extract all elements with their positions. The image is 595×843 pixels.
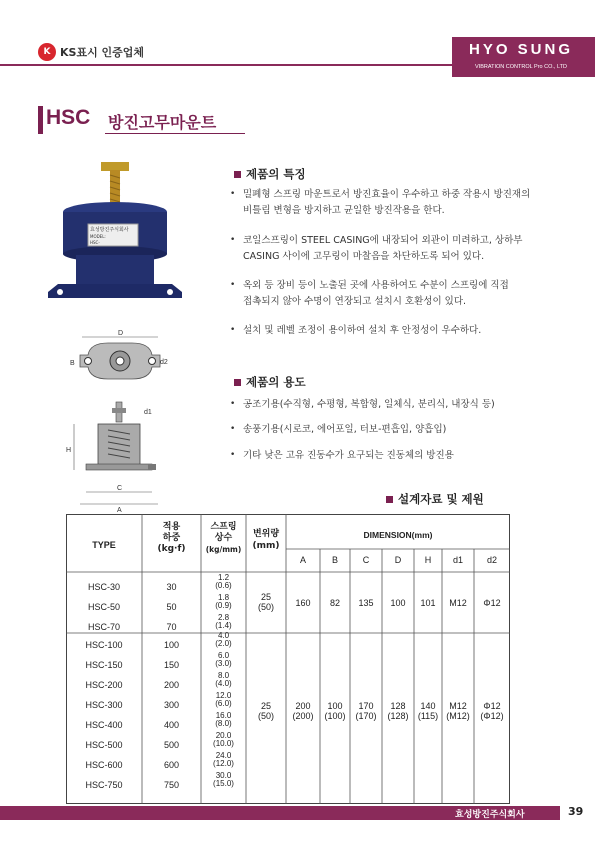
row-spring-k: 6.0 [217,651,230,660]
row-spring-k-alt: (1.4) [215,621,232,630]
page-subtitle: 방진고무마운트 [108,113,217,132]
feature-item-3 [243,278,573,310]
header-spring [201,522,246,555]
group2-dim-c-alt: (170) [355,711,377,721]
features-heading: 제품의 특징 [246,167,306,181]
row-type: HSC-300 [85,700,123,710]
feature-item-2 [243,233,573,265]
row-spring-k: 4.0 [217,631,230,640]
brand-subtitle: VIBRATION CONTROL Pro CO., LTD [475,64,567,70]
dim-label-A: A [117,507,122,514]
dim-label-D: D [118,330,124,337]
dim-label-d2: d2 [160,359,168,366]
bullet-dot: • [230,280,236,290]
group1-dim-h: 101 [420,598,436,608]
row-type: HSC-150 [85,660,123,670]
dimension-header-d1: d1 [452,555,463,565]
dimension-header-c: C [362,555,370,565]
dim-label-H: H [66,447,72,454]
row-spring-k: 8.0 [217,671,230,680]
row-load: 150 [163,660,180,670]
row-spring-k: 1.8 [217,593,230,602]
group1-displacement-alt: (50) [257,602,274,612]
group2-dim-d1: M12 [449,701,467,711]
dim-label-d1: d1 [144,409,152,416]
group1-dim-c: 135 [358,598,374,608]
group1-displacement: 25 [260,592,271,602]
dimension-header-d: D [394,555,402,565]
row-spring-k: 24.0 [215,751,232,760]
uses-marker [234,379,241,386]
ks-logo: K [38,43,56,61]
header-displacement [246,528,286,552]
header-disp-2: (mm) [252,541,280,551]
header-type: TYPE [92,540,116,550]
row-load: 100 [163,640,180,650]
row-type: HSC-70 [87,622,120,632]
row-load: 30 [166,582,177,592]
row-spring-k-alt: (12.0) [213,759,234,768]
row-spring-k: 16.0 [215,711,232,720]
dimension-header-h: H [424,555,432,565]
group2-dim-d1-alt: (M12) [446,711,470,721]
group2-dim-b-alt: (100) [324,711,346,721]
group2-dim-c: 170 [358,701,374,711]
top-view-drawing [60,325,180,395]
group2-dim-d2: Φ12 [483,701,501,711]
dim-label-C: C [117,485,123,492]
group1-dim-d2: Φ12 [483,598,501,608]
group2-dim-d2-alt: (Φ12) [480,711,504,721]
row-spring-k-alt: (15.0) [213,779,234,788]
row-spring-k-alt: (8.0) [215,719,232,728]
row-load: 70 [166,622,177,632]
use-item-2: 송풍기용(시로코, 에어포일, 터보-편흡입, 양흡입) [243,424,447,435]
group1-dim-a: 160 [295,598,311,608]
row-load: 50 [166,602,177,612]
row-spring-k-alt: (0.9) [215,601,232,610]
row-spring-k: 1.2 [217,573,230,582]
row-load: 200 [163,680,180,690]
product-label-line2: MODEL: [90,234,106,239]
group2-displacement: 25 [260,701,271,711]
row-type: HSC-500 [85,740,123,750]
row-load: 300 [163,700,180,710]
header-spring-1: 스프링 [210,522,237,532]
row-spring-k-alt: (6.0) [215,699,232,708]
row-type: HSC-600 [85,760,123,770]
header-disp-1: 변위량 [252,529,280,539]
row-spring-k-alt: (3.0) [215,659,232,668]
group1-dim-b: 82 [329,598,340,608]
header-dimension: DIMENSION(mm) [363,530,433,540]
bullet-dot: • [230,235,236,245]
header-load [142,522,201,555]
header-load-3: (kg·f) [157,544,186,554]
row-load: 750 [163,780,180,790]
row-type: HSC-30 [87,582,120,592]
features-marker [234,171,241,178]
use-item-3: 기타 낮은 고유 진동수가 요구되는 진동체의 방진용 [243,450,454,461]
header-spring-2: 상수 [214,533,233,543]
header-rule [0,64,452,66]
dimension-header-d2: d2 [486,555,497,565]
row-type: HSC-400 [85,720,123,730]
dim-label-B: B [70,360,75,367]
row-type: HSC-750 [85,780,123,790]
feature-item-4 [243,323,573,339]
group1-dim-d: 100 [390,598,406,608]
row-spring-k: 30.0 [215,771,232,780]
group2-dim-d: 128 [390,701,406,711]
feature-item-1 [243,187,573,219]
feature-1-line2: 비틀림 변형을 방지하고 균일한 방진작용을 한다. [243,205,445,216]
feature-2-line2: CASING 사이에 고무링이 마찰음을 차단하도록 되어 있다. [243,251,485,262]
header-spring-3: (kg/mm) [205,545,242,554]
row-spring-k-alt: (0.6) [215,581,232,590]
group2-dim-a-alt: (200) [292,711,314,721]
row-type: HSC-50 [87,602,120,612]
title-accent-bar [38,106,43,134]
row-spring-k-alt: (4.0) [215,679,232,688]
product-label-line3: HSC- [90,240,100,245]
row-spring-k: 12.0 [215,691,232,700]
bullet-dot: • [230,450,236,460]
use-item-1: 공조기용(수직형, 수평형, 복합형, 일체식, 분리식, 내장식 등) [243,399,495,410]
page-title: HSC [46,106,91,129]
row-load: 600 [163,760,180,770]
feature-3-line1: 옥외 등 장비 등이 노출된 곳에 사용하여도 수분이 스프링에 직접 [243,280,509,291]
group2-dim-b: 100 [327,701,343,711]
group2-displacement-alt: (50) [257,711,274,721]
feature-2-line1: 코일스프링이 STEEL CASING에 내장되어 외관이 미려하고, 상하부 [243,235,523,246]
bullet-dot: • [230,325,236,335]
header-load-1: 적용 [162,522,181,532]
row-spring-k: 2.8 [217,613,230,622]
row-spring-k-alt: (10.0) [213,739,234,748]
bullet-dot: • [230,189,236,199]
footer-company: 효성방진주식회사 [455,810,525,820]
group2-dim-h: 140 [420,701,436,711]
row-type: HSC-200 [85,680,123,690]
group1-dim-d1: M12 [449,598,467,608]
bullet-dot: • [230,424,236,434]
row-spring-k: 20.0 [215,731,232,740]
row-load: 500 [163,740,180,750]
row-type: HSC-100 [85,640,123,650]
row-load: 400 [163,720,180,730]
dimension-header-b: B [331,555,338,565]
row-spring-k-alt: (2.0) [215,639,232,648]
design-marker [386,496,393,503]
page-number: 39 [568,805,584,818]
product-photo [38,160,198,320]
group2-dim-h-alt: (115) [417,711,439,721]
bullet-dot: • [230,399,236,409]
dimension-header-a: A [299,555,306,565]
title-underline [105,133,245,134]
uses-heading: 제품의 용도 [246,375,306,389]
feature-4-line1: 설치 및 레벨 조정이 용이하여 설치 후 안정성이 우수하다. [243,325,482,336]
group2-dim-d-alt: (128) [387,711,409,721]
feature-1-line1: 밀폐형 스프링 마운트로서 방진효율이 우수하고 하중 작용시 방진재의 [243,189,531,200]
side-view-drawing [62,400,172,515]
header-load-2: 하중 [162,533,181,543]
group2-dim-a: 200 [295,701,311,711]
brand-name: HYO SUNG [468,41,573,58]
feature-3-line2: 접촉되지 않아 수명이 연장되고 설치시 호환성이 있다. [243,296,467,307]
product-label-line1: 효성방진주식회사 [90,227,129,233]
ks-certification-label: KS표시 인증업체 [60,46,145,59]
design-heading: 설계자료 및 제원 [398,492,484,506]
